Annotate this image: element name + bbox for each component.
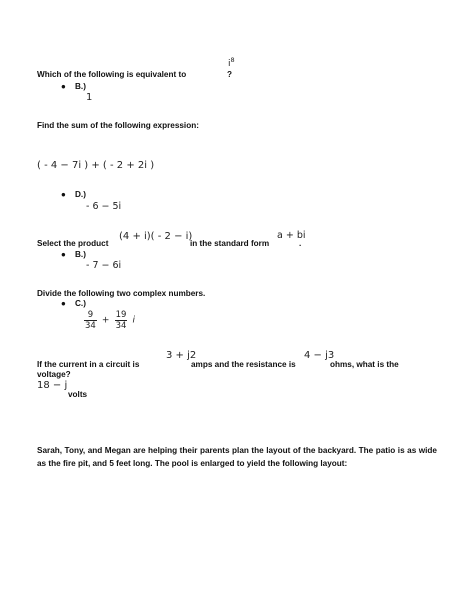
q4-f1-denominator: 34 bbox=[85, 321, 96, 331]
q4-plus: + bbox=[101, 315, 110, 326]
q5-text-2: amps and the resistance is bbox=[191, 360, 296, 369]
q3-standard-form: a + bi bbox=[277, 230, 306, 241]
q1-math-base bbox=[228, 56, 235, 69]
q5-text-3: ohms, what is the bbox=[330, 360, 399, 369]
backyard-paragraph: Sarah, Tony, and Megan are helping their parents plan the layout of the backyard. The patio is as wide as the fire pit, and 5 feet long. The pool is enlarged to yield the following layout: bbox=[37, 446, 437, 468]
q4-question: Divide the following two complex numbers. bbox=[37, 289, 206, 298]
q4-unit: i bbox=[132, 315, 135, 326]
q1-answer-label: B.) bbox=[75, 82, 86, 91]
q5-resistance: 4 − j3 bbox=[304, 350, 335, 361]
q3-answer: - 7 − 6i bbox=[86, 260, 122, 271]
q4-f1-numerator: 9 bbox=[84, 310, 97, 321]
q3-question: Select the product bbox=[37, 239, 109, 248]
q3-end: . bbox=[299, 239, 302, 248]
q5-text-4: voltage? bbox=[37, 370, 71, 379]
q5-text-1: If the current in a circuit is bbox=[37, 360, 140, 369]
q2-answer-label: D.) bbox=[75, 190, 86, 199]
q1-math-i: i bbox=[228, 59, 231, 69]
q2-answer: - 6 − 5i bbox=[86, 201, 122, 212]
q4-fraction-1 bbox=[84, 310, 97, 331]
q1-answer-row bbox=[61, 82, 86, 91]
q4-fraction-2 bbox=[115, 310, 128, 331]
q4-f2-denominator: 34 bbox=[115, 321, 127, 331]
q3-mid-text: in the standard form bbox=[190, 239, 270, 248]
q1-text: Which of the following is equivalent to bbox=[37, 70, 187, 79]
q5-answer-unit: volts bbox=[68, 390, 88, 399]
bullet-icon: ● bbox=[61, 190, 66, 199]
q5-answer: 18 − j bbox=[37, 380, 68, 391]
q1-math-exponent: 8 bbox=[230, 56, 235, 64]
q2-expression: ( - 4 − 7i ) + ( - 2 + 2i ) bbox=[37, 160, 155, 171]
q2-question: Find the sum of the following expression: bbox=[37, 121, 199, 130]
q1-end: ? bbox=[227, 70, 233, 79]
q4-answer-label: C.) bbox=[75, 299, 86, 308]
q4-answer-row bbox=[61, 299, 86, 308]
q4-f2-numerator: 19 bbox=[115, 310, 127, 320]
q4-answer bbox=[84, 310, 135, 331]
bullet-icon: ● bbox=[61, 82, 66, 91]
q3-answer-row bbox=[61, 250, 86, 259]
q5-current: 3 + j2 bbox=[166, 350, 197, 361]
q3-answer-label: B.) bbox=[75, 250, 86, 259]
q2-answer-row bbox=[61, 190, 86, 199]
bullet-icon: ● bbox=[61, 250, 66, 259]
q1-answer: 1 bbox=[86, 92, 93, 103]
bullet-icon: ● bbox=[61, 299, 66, 308]
q1-question bbox=[37, 70, 186, 79]
q3-expression: (4 + i)( - 2 − i) bbox=[119, 231, 193, 242]
